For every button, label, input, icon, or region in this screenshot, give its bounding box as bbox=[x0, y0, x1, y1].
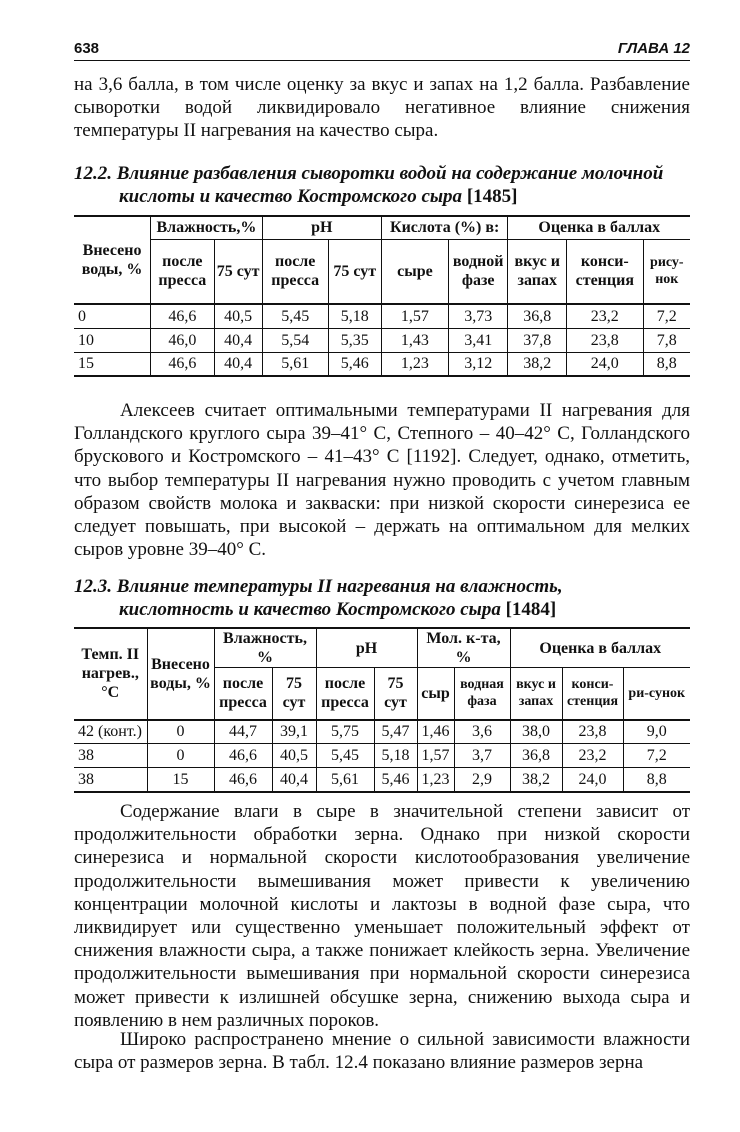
table-cell: 5,46 bbox=[328, 352, 381, 376]
table-cell: 24,0 bbox=[567, 352, 644, 376]
table-row bbox=[74, 768, 690, 792]
table-1-reference: [1485] bbox=[466, 186, 518, 207]
table-cell: 5,61 bbox=[316, 768, 374, 792]
table-cell: 5,75 bbox=[316, 720, 374, 744]
t2-header-score: Оценка в баллах bbox=[510, 628, 690, 668]
table-cell: 38,2 bbox=[508, 352, 567, 376]
t1-sub-header: после пресса bbox=[151, 239, 214, 304]
t1-header-acid: Кислота (%) в: bbox=[381, 216, 508, 239]
t1-header-moisture: Влажность,% bbox=[151, 216, 263, 239]
table-cell: 1,43 bbox=[381, 328, 448, 352]
table-cell: 46,6 bbox=[214, 744, 272, 768]
table-cell: 5,47 bbox=[374, 720, 417, 744]
table-cell: 7,2 bbox=[643, 304, 690, 328]
table-cell: 3,41 bbox=[448, 328, 508, 352]
table-cell: 46,0 bbox=[151, 328, 214, 352]
table-cell: 38,2 bbox=[510, 768, 562, 792]
table-cell: 1,57 bbox=[381, 304, 448, 328]
table-2-title-line2: кислотность и качество Костромского сыра bbox=[119, 599, 501, 620]
table-cell: 10 bbox=[74, 328, 151, 352]
table-cell: 5,18 bbox=[328, 304, 381, 328]
table-cell: 5,54 bbox=[262, 328, 328, 352]
table-cell: 37,8 bbox=[508, 328, 567, 352]
t2-sub-header: конси-стенция bbox=[562, 668, 623, 720]
t2-sub-header: 75 сут bbox=[272, 668, 316, 720]
table-cell: 38 bbox=[74, 744, 147, 768]
table-cell: 3,73 bbox=[448, 304, 508, 328]
table-cell: 36,8 bbox=[510, 744, 562, 768]
table-cell: 46,6 bbox=[151, 352, 214, 376]
t1-header-water: Внесено воды, % bbox=[74, 216, 151, 304]
table-cell: 1,23 bbox=[417, 768, 454, 792]
table-cell: 44,7 bbox=[214, 720, 272, 744]
t2-header-temp: Темп. II нагрев., °С bbox=[74, 628, 147, 720]
table-1-title-line2: кислоты и качество Костромского сыра bbox=[119, 186, 463, 207]
table-cell: 3,12 bbox=[448, 352, 508, 376]
table-cell: 23,8 bbox=[567, 328, 644, 352]
table-row bbox=[74, 744, 690, 768]
t2-sub-header: после пресса bbox=[316, 668, 374, 720]
paragraph-2: Алексеев считает оптимальными температурами II нагревания для Голландского круглого сыра 39–41° С, Степного – 40–42° С, Голландского брускового и Костромского – 41–43° С [1192]. Следует, однако, отметить, что выбор температуры II нагревания нужно проводить с учетом главным образом свойств молока и закваски: при низкой скорости синерезиса ее следует повышать, при высокой – держать на оптимальном для мелких сыров уровне 39–40° С. bbox=[74, 400, 690, 561]
table-cell: 1,57 bbox=[417, 744, 454, 768]
table-cell: 15 bbox=[147, 768, 214, 792]
table-cell: 40,4 bbox=[272, 768, 316, 792]
table-cell: 5,45 bbox=[262, 304, 328, 328]
t1-sub-header: рису-нок bbox=[643, 239, 690, 304]
table-cell: 0 bbox=[147, 744, 214, 768]
t2-header-acid: Мол. к-та, % bbox=[417, 628, 510, 668]
table-cell: 39,1 bbox=[272, 720, 316, 744]
table-cell: 5,35 bbox=[328, 328, 381, 352]
t2-sub-header: 75 сут bbox=[374, 668, 417, 720]
table-cell: 0 bbox=[147, 720, 214, 744]
table-1-number: 12.2. bbox=[74, 163, 112, 184]
table-cell: 5,61 bbox=[262, 352, 328, 376]
table-cell: 36,8 bbox=[508, 304, 567, 328]
table-cell: 15 bbox=[74, 352, 151, 376]
t2-sub-header: водная фаза bbox=[454, 668, 510, 720]
t1-sub-header: водной фазе bbox=[448, 239, 508, 304]
table-cell: 3,6 bbox=[454, 720, 510, 744]
table-cell: 46,6 bbox=[214, 768, 272, 792]
t1-sub-header: конси-стенция bbox=[567, 239, 644, 304]
t2-header-ph: pH bbox=[316, 628, 417, 668]
table-cell: 3,7 bbox=[454, 744, 510, 768]
table-2-number: 12.3. bbox=[74, 576, 112, 597]
table-1-title-line1: Влияние разбавления сыворотки водой на содержание молочной bbox=[116, 163, 664, 184]
t1-sub-header: сыре bbox=[381, 239, 448, 304]
page-header bbox=[74, 38, 690, 61]
table-cell: 46,6 bbox=[151, 304, 214, 328]
table-row bbox=[74, 720, 690, 744]
t2-sub-header: ри-сунок bbox=[623, 668, 690, 720]
t1-header-score: Оценка в баллах bbox=[508, 216, 690, 239]
t2-sub-header: вкус и запах bbox=[510, 668, 562, 720]
table-cell: 40,4 bbox=[214, 352, 262, 376]
table-cell: 38,0 bbox=[510, 720, 562, 744]
table-cell: 5,45 bbox=[316, 744, 374, 768]
t1-header-ph: pH bbox=[262, 216, 381, 239]
table-1-caption bbox=[74, 162, 690, 208]
t1-sub-header: 75 сут bbox=[214, 239, 262, 304]
t1-sub-header: 75 сут bbox=[328, 239, 381, 304]
t2-sub-header: сыр bbox=[417, 668, 454, 720]
paragraph-3: Содержание влаги в сыре в значительной степени зависит от продолжительности обработки зерна. Однако при низкой скорости синерезиса и нормальной скорости кислотообразования увеличение продолжительности вымешивания может привести к увеличению концентрации молочной кислоты и лактозы в водной фазе сыра, что ликвидирует или существенно уменьшает положительный эффект от снижения влажности сыра, а также понижает клейкость зерна. Увеличение продолжительности вымешивания при нормальной скорости синерезиса может привести к излишней обсушке зерна, снижению выхода сыра и появлению в нем различных пороков. bbox=[74, 801, 690, 1031]
table-1 bbox=[74, 215, 690, 377]
table-cell: 1,46 bbox=[417, 720, 454, 744]
table-cell: 0 bbox=[74, 304, 151, 328]
paragraph-1: на 3,6 балла, в том числе оценку за вкус и запах на 1,2 балла. Разбавление сыворотки водой ликвидировало негативное влияние снижения температуры II нагревания на качество сыра. bbox=[74, 74, 690, 142]
table-2 bbox=[74, 627, 690, 793]
table-2-title-line1: Влияние температуры II нагревания на влажность, bbox=[116, 576, 563, 597]
table-row bbox=[74, 304, 690, 328]
table-cell: 2,9 bbox=[454, 768, 510, 792]
t2-header-water: Внесено воды, % bbox=[147, 628, 214, 720]
table-cell: 7,2 bbox=[623, 744, 690, 768]
page-number: 638 bbox=[74, 40, 100, 57]
table-cell: 8,8 bbox=[643, 352, 690, 376]
table-cell: 23,2 bbox=[567, 304, 644, 328]
table-cell: 40,5 bbox=[272, 744, 316, 768]
paragraph-4: Широко распространено мнение о сильной зависимости влажности сыра от размеров зерна. В табл. 12.4 показано влияние размеров зерна bbox=[74, 1029, 690, 1074]
table-cell: 8,8 bbox=[623, 768, 690, 792]
table-cell: 9,0 bbox=[623, 720, 690, 744]
table-cell: 38 bbox=[74, 768, 147, 792]
t2-sub-header: после пресса bbox=[214, 668, 272, 720]
t1-sub-header: вкус и запах bbox=[508, 239, 567, 304]
table-2-caption bbox=[74, 575, 690, 621]
table-cell: 42 (конт.) bbox=[74, 720, 147, 744]
chapter-title: ГЛАВА 12 bbox=[617, 40, 690, 57]
table-cell: 5,46 bbox=[374, 768, 417, 792]
table-row bbox=[74, 328, 690, 352]
t1-sub-header: после пресса bbox=[262, 239, 328, 304]
table-row bbox=[74, 352, 690, 376]
table-2-reference: [1484] bbox=[505, 599, 557, 620]
table-cell: 40,5 bbox=[214, 304, 262, 328]
table-cell: 40,4 bbox=[214, 328, 262, 352]
t2-header-moisture: Влажность, % bbox=[214, 628, 316, 668]
table-cell: 5,18 bbox=[374, 744, 417, 768]
table-cell: 23,2 bbox=[562, 744, 623, 768]
table-cell: 7,8 bbox=[643, 328, 690, 352]
table-cell: 23,8 bbox=[562, 720, 623, 744]
table-cell: 1,23 bbox=[381, 352, 448, 376]
table-cell: 24,0 bbox=[562, 768, 623, 792]
